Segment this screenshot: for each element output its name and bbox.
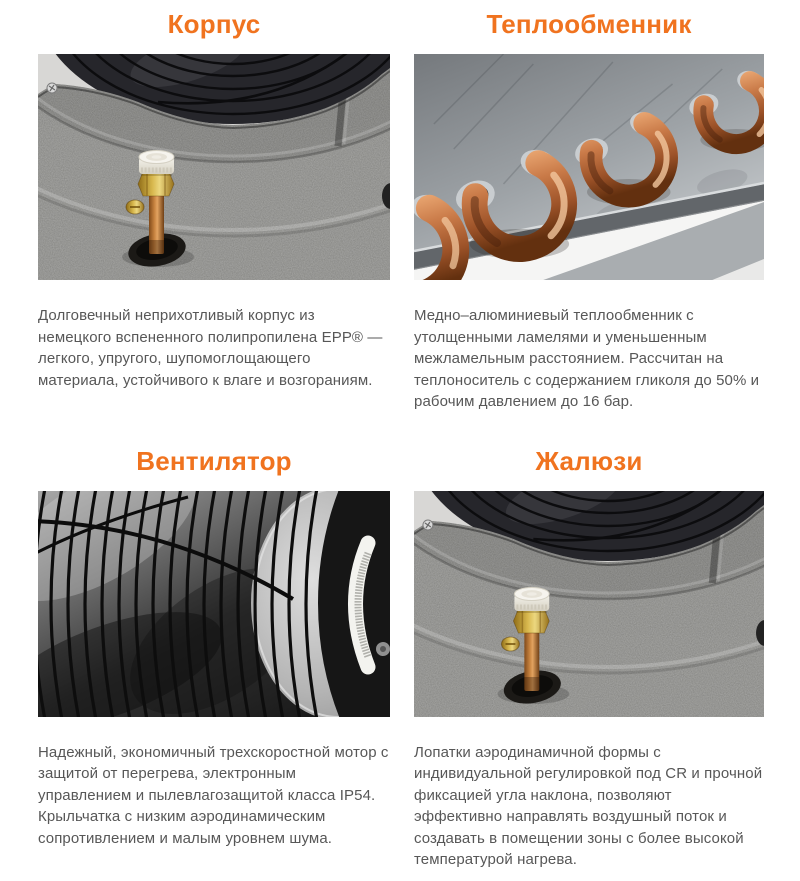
feature-description-teploobmennik: Медно–алюминиевый теплообменник с утолщенными ламелями и уменьшенным межламельным расстоянием. Рассчитан на теплоноситель с содержанием гликоля до 50% и рабочим давлением до 16 бар. — [414, 307, 760, 410]
epp-housing-valve-photo — [414, 491, 764, 717]
feature-description-ventilyator: Надежный, экономичный трехскоростной мотор с защитой от перегрева, электронным управлением и пылевлагозащитой класса IP54. Крыльчатка с низким аэродинамическим сопротивлением и малым уровнем шума. — [38, 743, 389, 847]
feature-description-korpus: Долговечный неприхотливый корпус из немецкого вспененного полипропилена EPP® — легкого, упругого, шупомоглощающего материала, устойчивого к влаге и возгораниям. — [38, 307, 383, 389]
feature-card-zhalyuzi — [414, 437, 764, 871]
feature-title-korpus: Корпус — [167, 9, 261, 39]
feature-card-teploobmennik — [414, 0, 764, 413]
feature-photo-zhalyuzi — [414, 491, 764, 717]
feature-photo-ventilyator — [38, 491, 390, 717]
feature-photo-teploobmennik — [414, 54, 764, 280]
feature-title-ventilyator: Вентилятор — [136, 445, 292, 476]
feature-title-zhalyuzi: Жалюзи — [535, 445, 643, 476]
copper-tubes-photo — [414, 54, 764, 280]
feature-card-korpus — [38, 0, 390, 413]
epp-housing-valve-photo — [38, 54, 390, 280]
fan-guard-photo — [38, 491, 390, 717]
feature-title-teploobmennik: Теплообменник — [486, 9, 692, 39]
feature-card-ventilyator — [38, 437, 390, 871]
feature-photo-korpus — [38, 54, 390, 280]
feature-description-zhalyuzi: Лопатки аэродинамичной формы с индивидуальной регулировкой под CR и прочной фиксацией угла наклона, позволяют эффективно направлять воздушный поток и создавать в помещении зоны с более высокой температурой нагрева. — [414, 743, 763, 868]
